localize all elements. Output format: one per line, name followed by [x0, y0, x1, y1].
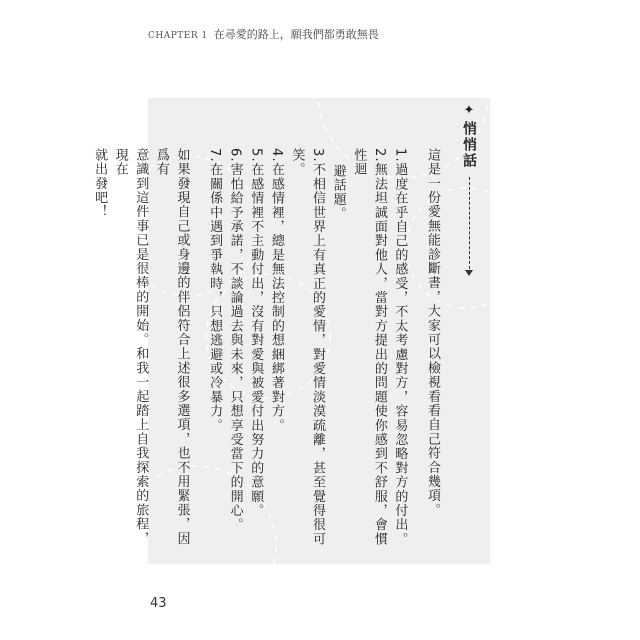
list-item-continuation: 避話題。	[330, 163, 346, 221]
list-item: 6.害怕給予承諾，不談論過去與未來，只想享受當下的開心。	[227, 148, 243, 533]
body-text	[92, 148, 442, 548]
intro-paragraph: 這是一份愛無能診斷書，大家可以檢視看看自己符合幾項。	[425, 148, 440, 518]
list-item: 5.在感情裡不主動付出，沒有對愛與被愛付出努力的意願。	[248, 148, 264, 518]
list-item: 1.過度在乎自己的感受，不太考慮對方，容易忽略對方的付出。	[392, 148, 408, 547]
dashed-arrow-line	[469, 177, 470, 269]
running-header	[148, 26, 379, 42]
tag-title: 悄悄話	[461, 121, 477, 169]
list-item: 3.不相信世界上有真正的愛情，對愛情淡漠疏離，甚至覺得很可笑。	[289, 148, 326, 547]
arrow-down-icon	[465, 270, 473, 276]
whisper-tag	[458, 104, 480, 276]
chapter-label: CHAPTER 1	[148, 31, 208, 41]
list-item: 4.在感情裡，總是無法控制的想綑綁著對方。	[268, 148, 284, 433]
page-number: 43	[150, 596, 167, 611]
chapter-title: 在尋愛的路上，願我們都勇敢無畏	[213, 28, 379, 41]
list-item: 7.在關係中遇到爭執時，只想逃避或冷暴力。	[207, 148, 223, 433]
sparkle-icon: ✦	[463, 103, 475, 118]
closing-line: 意識到這件事已是很棒的開始。和我一起踏上自我探索的旅程，現在	[112, 148, 149, 546]
list-item: 2.無法坦誠面對他人，當對方提出的問題使你感到不舒服，會慣性迴	[351, 148, 387, 547]
closing-line: 如果發現自己或身邊的伴侶符合上述很多選項，也不用緊張，因爲有	[153, 148, 190, 546]
closing-line: 就出發吧！	[92, 148, 108, 219]
